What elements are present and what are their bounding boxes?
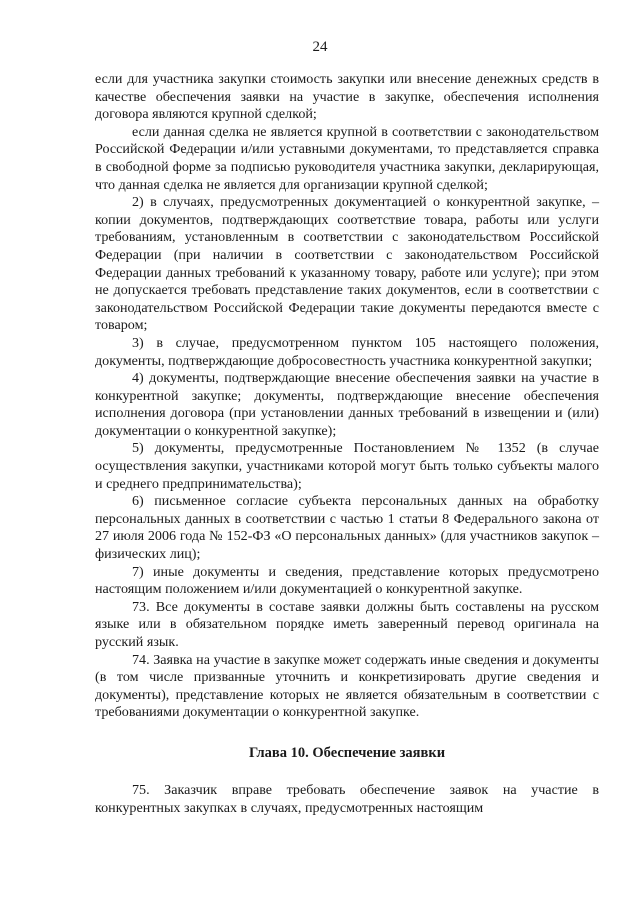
page-body	[95, 71, 599, 817]
chapter-heading: Глава 10. Обеспечение заявки	[248, 744, 446, 761]
paragraph: 2) в случаях, предусмотренных документацией о конкурентной закупке, – копии документов, подтверждающих соответствие товара, работы или услуги требованиям, установленным в соответствии с законодательством Российской Федерации (при наличии в соответствии с законодательством Российской Федерации данных требований к указанному товару, работе или услуге); при этом не допускается требовать представление таких документов, если в соответствии с законодательством Российской Федерации такие документы передаются вместе с товаром;	[95, 194, 599, 334]
paragraph: 6) письменное согласие субъекта персональных данных на обработку персональных данных в соответствии с частью 1 статьи 8 Федерального закона от 27 июля 2006 года № 152-ФЗ «О персональных данных» (для участников закупок – физических лиц);	[95, 493, 599, 563]
paragraph: если для участника закупки стоимость закупки или внесение денежных средств в качестве обеспечения заявки на участие в закупке, обеспечения исполнения договора являются крупной сделкой;	[95, 71, 599, 123]
paragraph: 74. Заявка на участие в закупке может содержать иные сведения и документы (в том числе призванные уточнить и конкретизировать другие сведения и документы), представление которых не является обязательным в соответствии с требованиями документации о конкурентной закупке.	[95, 651, 599, 721]
paragraph: 75. Заказчик вправе требовать обеспечение заявок на участие в конкурентных закупках в случаях, предусмотренных настоящим	[95, 781, 599, 816]
paragraph: 3) в случае, предусмотренном пунктом 105 настоящего положения, документы, подтверждающие добросовестность участника конкурентной закупки;	[95, 334, 599, 369]
paragraph: если данная сделка не является крупной в соответствии с законодательством Российской Федерации и/или уставными документами, то представляется справка в свободной форме за подписью руководителя участника закупки, декларирующая, что данная сделка не является для организации крупной сделкой;	[95, 123, 599, 193]
paragraph: 5) документы, предусмотренные Постановлением № 1352 (в случае осуществления закупки, участниками которой могут быть только субъекты малого и среднего предпринимательства);	[95, 440, 599, 492]
page-number: 24	[312, 39, 328, 55]
paragraph: 4) документы, подтверждающие внесение обеспечения заявки на участие в конкурентной закупке; документы, подтверждающие внесение обеспечения исполнения договора (при установлении данных требований в извещении и (или) документации о конкурентной закупке);	[95, 370, 599, 439]
paragraph: 7) иные документы и сведения, представление которых предусмотрено настоящим положением и/или документацией о конкурентной закупке.	[95, 563, 599, 598]
paragraph: 73. Все документы в составе заявки должны быть составлены на русском языке или в обязательном порядке иметь заверенный перевод оригинала на русский язык.	[95, 598, 599, 650]
